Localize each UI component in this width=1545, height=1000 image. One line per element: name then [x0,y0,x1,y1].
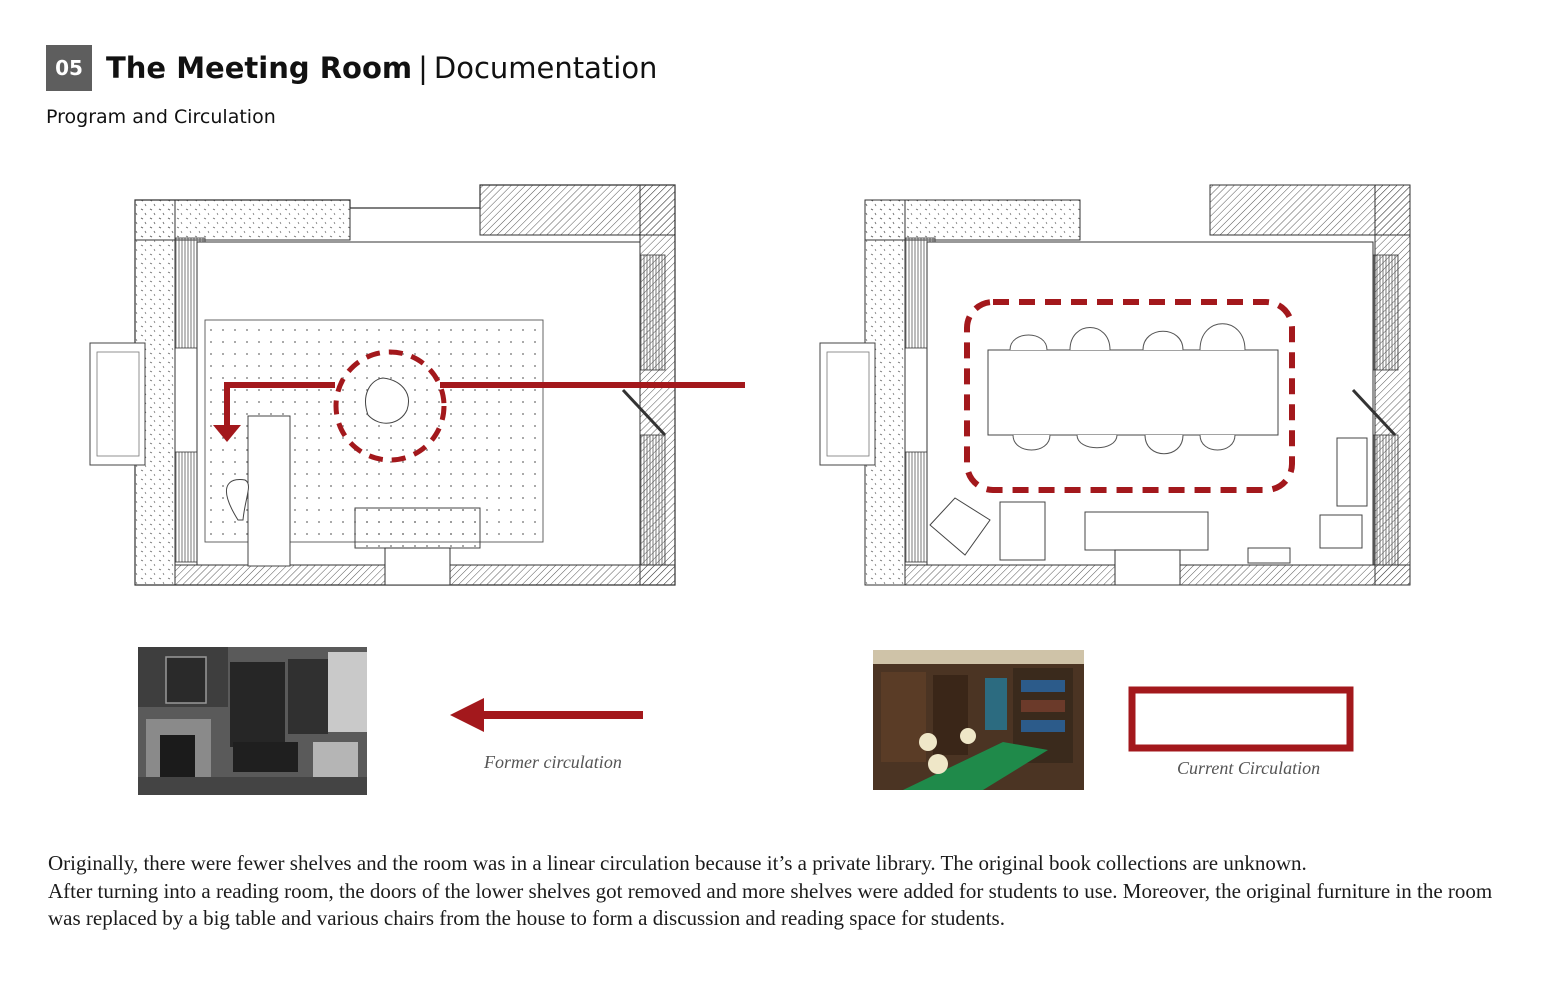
arrow-left-icon [448,696,648,734]
fireplace [1115,550,1180,585]
description-line-2: After turning into a reading room, the doors of the lower shelves got removed and more shelves were added for students to use. Moreover, the original furniture in the room was replaced by a big table and various chairs from the house to form a discussion and reading space for students. [48,878,1493,930]
page-title-section: Documentation [433,51,658,85]
bay-window [90,343,145,465]
title-separator: | [418,51,428,85]
meeting-table [988,350,1278,435]
description-text [48,850,1508,933]
side-table [1320,515,1362,548]
description-line-1: Originally, there were fewer shelves and the room was in a linear circulation because it’s a private library. The original book collections are unknown. [48,851,1307,875]
former-room-photo [138,647,367,795]
shelf-niche [640,435,665,565]
shelf-niche [1373,255,1398,370]
sofa [1337,438,1367,506]
side-cabinet [1248,548,1290,563]
bookcase [1000,502,1045,560]
shelf-niche [1373,435,1398,565]
former-floor-plan [85,180,755,595]
fireplace-hearth [1085,512,1208,550]
page-title [106,51,657,85]
page-title-main: The Meeting Room [106,51,413,85]
current-room-photo [873,650,1084,790]
shelf-niche [640,255,665,370]
page-subtitle: Program and Circulation [46,106,276,128]
current-floor-plan [815,180,1415,595]
bay-window [820,343,875,465]
section-number-badge: 05 [46,45,92,91]
fireplace-hearth [355,508,480,548]
current-circulation-caption: Current Circulation [1177,758,1321,778]
former-circulation-caption: Former circulation [484,752,622,772]
fireplace [385,548,450,585]
desk [248,416,290,566]
page-header [46,45,657,91]
rectangle-outline-icon [1128,686,1354,752]
